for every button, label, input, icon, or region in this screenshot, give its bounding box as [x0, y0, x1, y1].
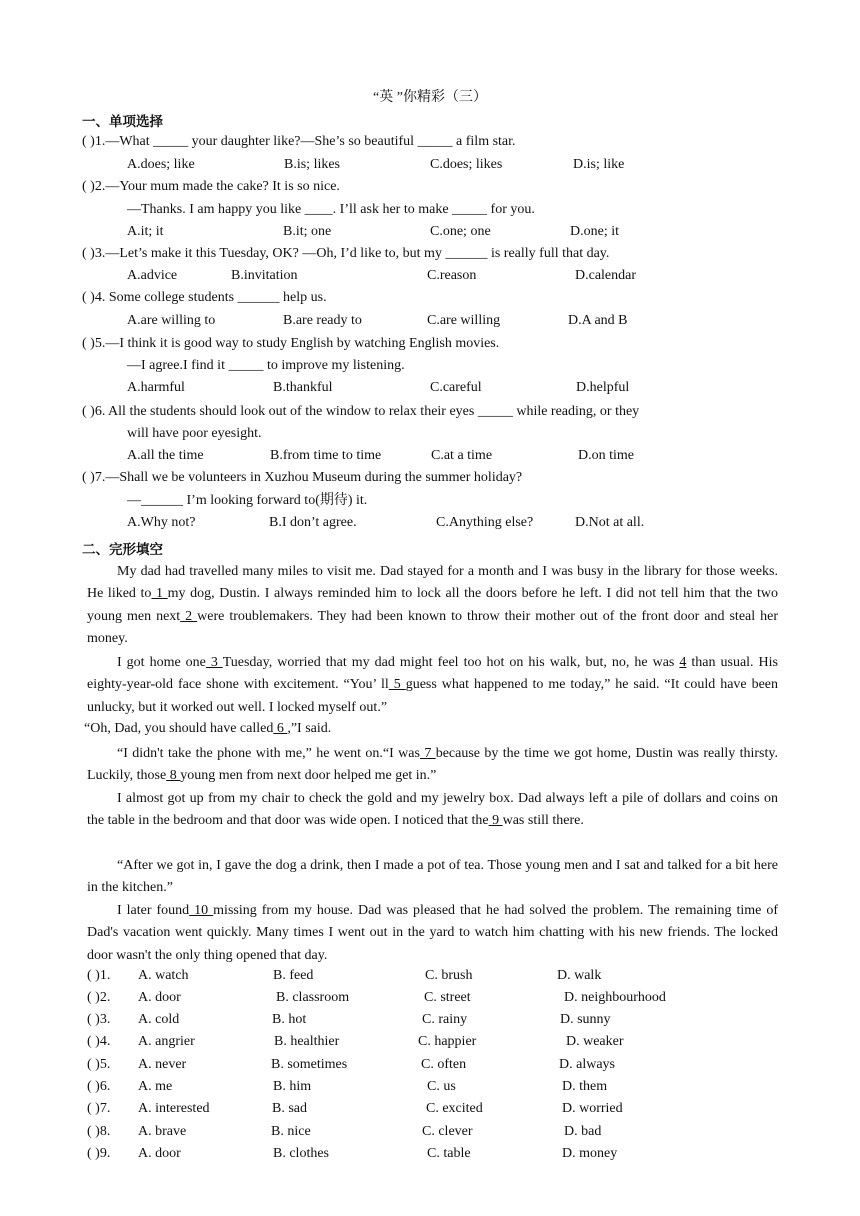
- option-a: A.are willing to: [127, 313, 216, 328]
- question-number: ( )5.: [82, 336, 106, 351]
- option-b: B. sometimes: [271, 1057, 348, 1072]
- cloze-blank-1: 1: [151, 586, 168, 602]
- option-a: A. brave: [138, 1124, 187, 1139]
- option-d: D. money: [562, 1146, 618, 1161]
- option-a: A.harmful: [127, 380, 185, 395]
- option-b: B.thankful: [273, 380, 333, 395]
- option-d: D. weaker: [566, 1034, 624, 1049]
- question-stem: All the students should look out of the window to relax their eyes _____ while reading, or they: [105, 404, 640, 419]
- cloze-blank-5: 5: [388, 677, 406, 693]
- question-number: ( )3.: [87, 1012, 111, 1027]
- option-a: A.it; it: [127, 224, 164, 239]
- cloze-blank-4: 4: [679, 655, 687, 670]
- question-number: ( )2.: [87, 990, 111, 1005]
- question-number: ( )3.: [82, 246, 106, 261]
- option-d: D. neighbourhood: [564, 990, 666, 1005]
- question-number: ( )4.: [87, 1034, 111, 1049]
- option-c: C. excited: [426, 1101, 483, 1116]
- option-a: A. me: [138, 1079, 173, 1094]
- question-number: ( )5.: [87, 1057, 111, 1072]
- option-b: B.are ready to: [283, 313, 362, 328]
- option-b: B.is; likes: [284, 157, 341, 172]
- question-stem: —I think it is good way to study English by watching English movies.: [105, 336, 500, 351]
- question-stem: —Shall we be volunteers in Xuzhou Museum during the summer holiday?: [105, 470, 523, 485]
- cloze-blank-7: 7: [419, 746, 436, 761]
- option-a: A.Why not?: [127, 515, 196, 530]
- option-b: B. hot: [272, 1012, 307, 1027]
- question-3: [82, 245, 609, 263]
- question-6-stem-line-2: will have poor eyesight.: [127, 426, 262, 441]
- question-2-stem-line-2: —Thanks. I am happy you like ____. I’ll ask her to make _____ for you.: [127, 202, 535, 217]
- question-stem: —Let’s make it this Tuesday, OK? —Oh, I’d like to, but my ______ is really full that day.: [105, 246, 610, 261]
- cloze-paragraph-6: “After we got in, I gave the dog a drink, then I made a pot of tea. Those young men and I sat and talked for a bit here in the kitchen.”: [87, 858, 778, 896]
- option-a: A. door: [138, 990, 181, 1005]
- option-b: B. feed: [273, 968, 314, 983]
- question-5: [82, 335, 499, 353]
- question-4: [82, 289, 327, 307]
- option-d: D. worried: [562, 1101, 623, 1116]
- question-number: ( )2.: [82, 179, 106, 194]
- option-c: C.reason: [427, 268, 477, 283]
- option-b: B. nice: [271, 1124, 311, 1139]
- cloze-paragraph-1: My dad had travelled many miles to visit me. Dad stayed for a month and I was busy in the library for those weeks. He liked to 1 my dog, Dustin. I always reminded him to lock all the doors before he left. I did not tell him that the two young men next 2 were troublemakers. They had been known to throw their mother out of the front door and steal her money.: [87, 564, 778, 646]
- cloze-blank-2: 2: [180, 608, 198, 624]
- cloze-blank-10: 10: [189, 903, 214, 918]
- option-b: B. sad: [272, 1101, 307, 1116]
- option-c: C.Anything else?: [436, 515, 534, 530]
- option-b: B.it; one: [283, 224, 332, 239]
- option-d: D.on time: [578, 448, 634, 463]
- cloze-blank-8: 8: [166, 768, 181, 784]
- option-c: C. often: [421, 1057, 467, 1072]
- option-d: D. sunny: [560, 1012, 611, 1027]
- cloze-paragraph-7: I later found 10 missing from my house. Dad was pleased that he had solved the problem. The remaining time of Dad's vacation went quickly. Many times I went out in the yard to watch him chatting with his new friends. The locked door wasn't the only thing opened that day.: [87, 903, 778, 963]
- option-c: C. rainy: [422, 1012, 468, 1027]
- option-b: B. clothes: [273, 1146, 329, 1161]
- option-d: D.helpful: [576, 380, 630, 395]
- option-c: C.one; one: [430, 224, 491, 239]
- question-stem: —What _____ your daughter like?—She’s so beautiful _____ a film star.: [105, 134, 516, 149]
- option-d: D.A and B: [568, 313, 628, 328]
- option-d: D. always: [559, 1057, 615, 1072]
- option-c: C.careful: [430, 380, 482, 395]
- option-c: C. happier: [418, 1034, 477, 1049]
- section-heading-single-choice: 一、单项选择: [82, 114, 163, 130]
- cloze-paragraph-3: “Oh, Dad, you should have called 6 ,”I said.: [84, 721, 332, 736]
- option-c: C.at a time: [431, 448, 493, 463]
- option-c: C. brush: [425, 968, 473, 983]
- option-a: A. watch: [138, 968, 189, 983]
- option-a: A.advice: [127, 268, 178, 283]
- question-number: ( )6.: [87, 1079, 111, 1094]
- cloze-paragraph-5: I almost got up from my chair to check the gold and my jewelry box. Dad always left a pile of dollars and coins on the table in the bedroom and that door was wide open. I noticed that the 9 was still there.: [87, 791, 778, 829]
- option-a: A.all the time: [127, 448, 204, 463]
- option-b: B. classroom: [276, 990, 350, 1005]
- option-b: B. him: [273, 1079, 312, 1094]
- question-number: ( )8.: [87, 1124, 111, 1139]
- cloze-paragraph-4: “I didn't take the phone with me,” he went on.“I was 7 because by the time we got home, Dustin was really thirsty. Luckily, those 8 young men from next door helped me get in.”: [87, 746, 778, 784]
- option-a: A. never: [138, 1057, 187, 1072]
- option-c: C. clever: [422, 1124, 473, 1139]
- option-c: C. street: [424, 990, 471, 1005]
- option-b: B. healthier: [274, 1034, 340, 1049]
- question-number: ( )4.: [82, 290, 106, 305]
- cloze-paragraph-2: I got home one 3 Tuesday, worried that my dad might feel too hot on his walk, but, no, he was 4 than usual. His eighty-year-old face shone with excitement. “You’ ll 5 guess what happened to me today,” he said. “It could have been unlucky, but it worked out well. I locked myself out.”: [87, 655, 779, 715]
- option-d: D.one; it: [570, 224, 619, 239]
- option-a: A. door: [138, 1146, 181, 1161]
- question-number: ( )7.: [87, 1101, 111, 1116]
- option-d: D.is; like: [573, 157, 625, 172]
- option-d: D.Not at all.: [575, 515, 645, 530]
- option-c: C. us: [427, 1079, 456, 1094]
- question-7-stem-line-2: —______ I’m looking forward to(期待) it.: [127, 493, 368, 508]
- question-6: [82, 403, 639, 421]
- question-2: [82, 178, 340, 196]
- option-d: D. walk: [557, 968, 602, 983]
- question-1: [82, 133, 516, 151]
- option-a: A.does; like: [127, 157, 195, 172]
- question-number: ( )7.: [82, 470, 106, 485]
- question-stem: Some college students ______ help us.: [105, 290, 327, 305]
- option-b: B.I don’t agree.: [269, 515, 357, 530]
- question-7: [82, 469, 522, 487]
- question-number: ( )9.: [87, 1146, 111, 1161]
- question-stem: —Your mum made the cake? It is so nice.: [105, 179, 340, 194]
- option-b: B.from time to time: [270, 448, 382, 463]
- option-a: A. angrier: [138, 1034, 195, 1049]
- option-d: D. them: [562, 1079, 608, 1094]
- option-a: A. interested: [138, 1101, 210, 1116]
- question-number: ( )1.: [87, 968, 111, 983]
- cloze-blank-3: 3: [205, 655, 223, 670]
- option-a: A. cold: [138, 1012, 180, 1027]
- option-d: D. bad: [564, 1124, 602, 1139]
- cloze-blank-9: 9: [488, 813, 503, 829]
- option-c: C.does; likes: [430, 157, 503, 172]
- question-number: ( )1.: [82, 134, 106, 149]
- option-b: B.invitation: [231, 268, 298, 283]
- cloze-blank-6: 6: [273, 721, 288, 736]
- question-5-stem-line-2: —I agree.I find it _____ to improve my listening.: [127, 358, 405, 373]
- option-d: D.calendar: [575, 268, 637, 283]
- option-c: C.are willing: [427, 313, 501, 328]
- section-heading-cloze: 二、完形填空: [82, 542, 163, 558]
- option-c: C. table: [427, 1146, 471, 1161]
- page-title: “英 ”你精彩（三）: [373, 90, 487, 105]
- question-number: ( )6.: [82, 404, 106, 419]
